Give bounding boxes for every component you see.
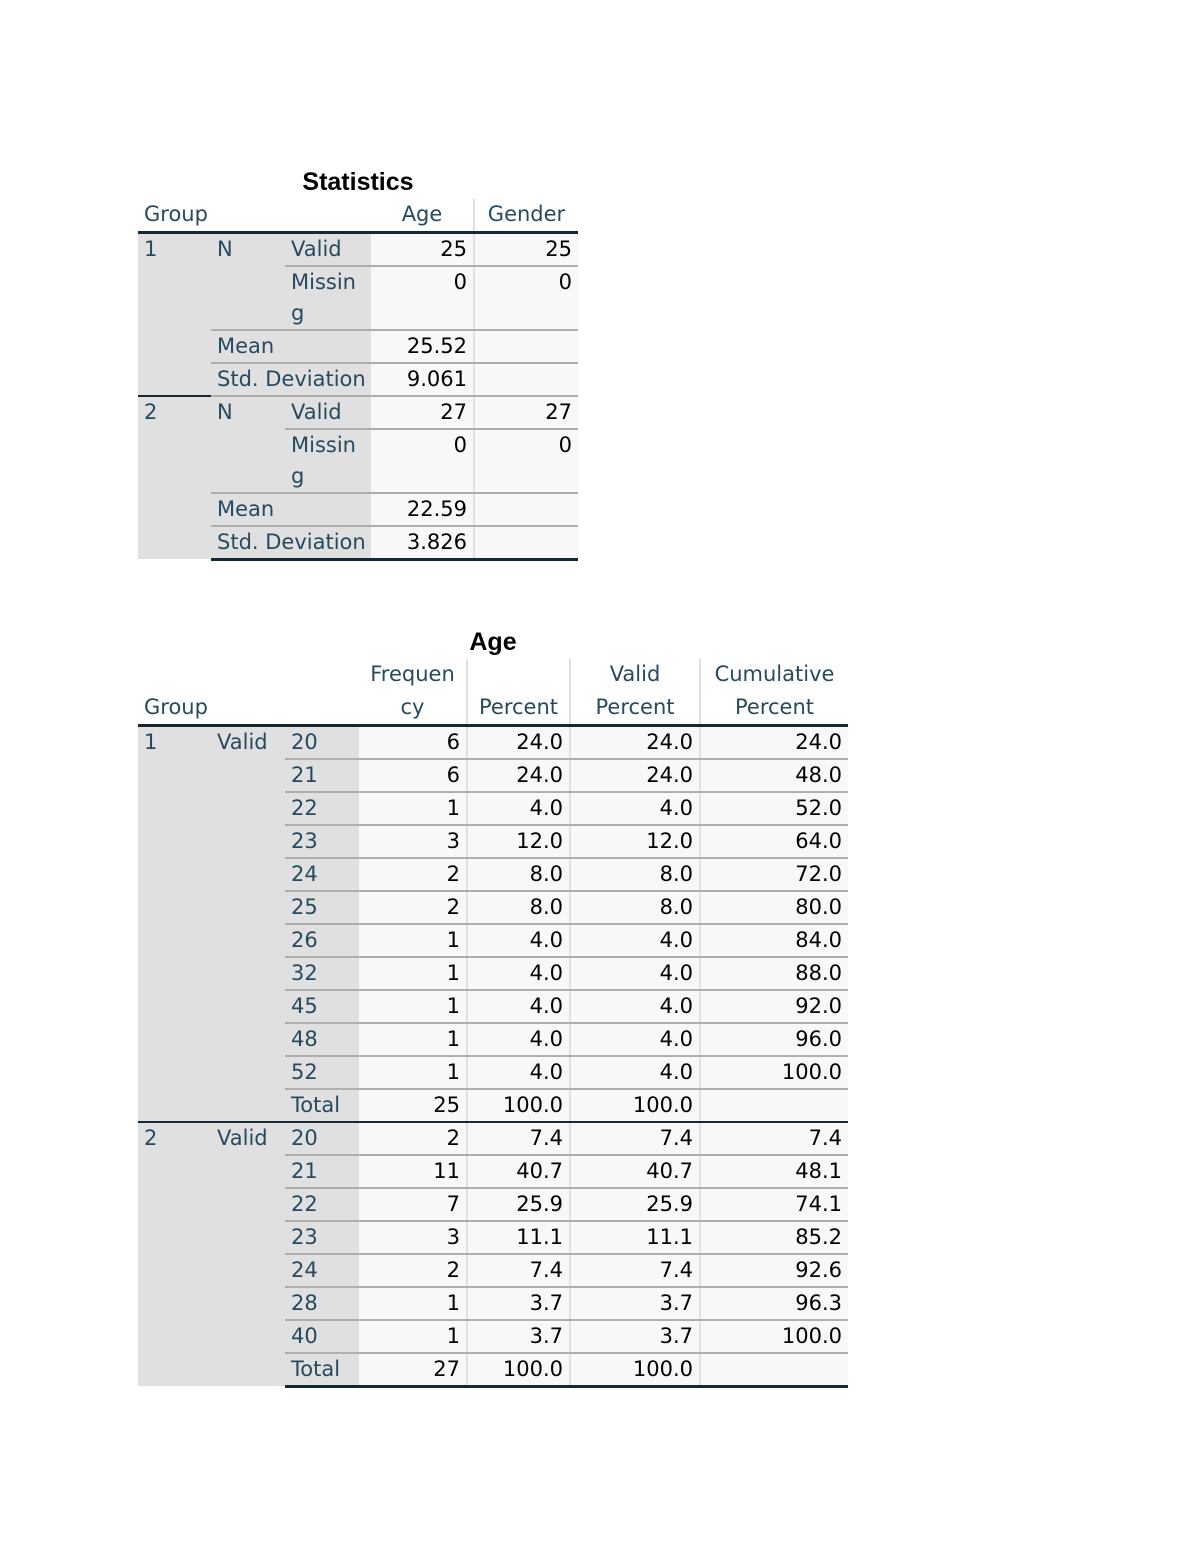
header-frequency-1: Frequen bbox=[359, 659, 467, 692]
std-label: Std. Deviation bbox=[211, 526, 371, 560]
percent-cell: 24.0 bbox=[467, 759, 570, 792]
header-gender: Gender bbox=[474, 199, 578, 232]
cumulative-percent-cell: 64.0 bbox=[700, 825, 848, 858]
frequency-cell: 3 bbox=[359, 825, 467, 858]
age-value-label: 26 bbox=[285, 924, 359, 957]
age-value-label: 45 bbox=[285, 990, 359, 1023]
percent-cell: 4.0 bbox=[467, 1056, 570, 1089]
age-value-label: 21 bbox=[285, 1155, 359, 1188]
cumulative-percent-cell: 7.4 bbox=[700, 1122, 848, 1155]
valid-gender: 25 bbox=[474, 232, 578, 266]
statistics-table-block bbox=[138, 165, 578, 561]
age-value-label: Total bbox=[285, 1089, 359, 1122]
missing-label bbox=[285, 266, 371, 330]
cumulative-percent-cell bbox=[700, 1353, 848, 1387]
age-value-label: 52 bbox=[285, 1056, 359, 1089]
cumulative-percent-cell bbox=[700, 1089, 848, 1122]
valid-percent-cell: 4.0 bbox=[570, 1023, 700, 1056]
valid-percent-cell: 3.7 bbox=[570, 1287, 700, 1320]
header-age: Age bbox=[371, 199, 474, 232]
percent-cell: 3.7 bbox=[467, 1287, 570, 1320]
frequency-cell: 11 bbox=[359, 1155, 467, 1188]
cumulative-percent-cell: 96.0 bbox=[700, 1023, 848, 1056]
percent-cell: 40.7 bbox=[467, 1155, 570, 1188]
missing-gender: 0 bbox=[474, 429, 578, 493]
std-age: 3.826 bbox=[371, 526, 474, 560]
frequency-cell: 1 bbox=[359, 1320, 467, 1353]
valid-percent-cell: 7.4 bbox=[570, 1254, 700, 1287]
stats-row-valid bbox=[138, 396, 578, 429]
cumulative-percent-cell: 84.0 bbox=[700, 924, 848, 957]
statistics-title: Statistics bbox=[302, 168, 414, 196]
cumulative-percent-cell: 48.0 bbox=[700, 759, 848, 792]
percent-cell: 100.0 bbox=[467, 1089, 570, 1122]
frequency-cell: 1 bbox=[359, 924, 467, 957]
header-percent-blank bbox=[467, 659, 570, 692]
group-label: 1 bbox=[138, 725, 211, 1122]
cumulative-percent-cell: 100.0 bbox=[700, 1320, 848, 1353]
age-value-label: 22 bbox=[285, 792, 359, 825]
age-value-label: Total bbox=[285, 1353, 359, 1387]
cumulative-percent-cell: 85.2 bbox=[700, 1221, 848, 1254]
mean-label: Mean bbox=[211, 493, 371, 526]
cumulative-percent-cell: 74.1 bbox=[700, 1188, 848, 1221]
frequency-cell: 1 bbox=[359, 792, 467, 825]
table-row bbox=[138, 725, 848, 759]
age-value-label: 23 bbox=[285, 1221, 359, 1254]
frequency-cell: 3 bbox=[359, 1221, 467, 1254]
header-valid-percent-2: Percent bbox=[570, 692, 700, 725]
header-group: Group bbox=[138, 199, 371, 232]
frequency-cell: 1 bbox=[359, 957, 467, 990]
percent-cell: 8.0 bbox=[467, 858, 570, 891]
statistics-table bbox=[138, 199, 578, 561]
group-label: 2 bbox=[138, 396, 211, 560]
percent-cell: 4.0 bbox=[467, 1023, 570, 1056]
frequency-cell: 1 bbox=[359, 1287, 467, 1320]
header-cumulative-2: Percent bbox=[700, 692, 848, 725]
valid-percent-cell: 100.0 bbox=[570, 1089, 700, 1122]
valid-percent-cell: 4.0 bbox=[570, 792, 700, 825]
cumulative-percent-cell: 100.0 bbox=[700, 1056, 848, 1089]
mean-label: Mean bbox=[211, 330, 371, 363]
percent-cell: 3.7 bbox=[467, 1320, 570, 1353]
missing-label-line-2: g bbox=[291, 300, 305, 325]
valid-percent-cell: 3.7 bbox=[570, 1320, 700, 1353]
missing-label-line-1: Missin bbox=[291, 269, 356, 294]
valid-percent-cell: 100.0 bbox=[570, 1353, 700, 1387]
valid-percent-cell: 25.9 bbox=[570, 1188, 700, 1221]
header-empty bbox=[138, 659, 359, 692]
age-value-label: 24 bbox=[285, 1254, 359, 1287]
valid-percent-cell: 40.7 bbox=[570, 1155, 700, 1188]
cumulative-percent-cell: 48.1 bbox=[700, 1155, 848, 1188]
age-value-label: 23 bbox=[285, 825, 359, 858]
valid-label: Valid bbox=[211, 725, 285, 1122]
frequency-cell: 7 bbox=[359, 1188, 467, 1221]
mean-gender bbox=[474, 493, 578, 526]
age-value-label: 40 bbox=[285, 1320, 359, 1353]
header-valid-percent-1: Valid bbox=[570, 659, 700, 692]
frequency-cell: 2 bbox=[359, 858, 467, 891]
missing-age: 0 bbox=[371, 429, 474, 493]
valid-percent-cell: 24.0 bbox=[570, 759, 700, 792]
valid-percent-cell: 4.0 bbox=[570, 1056, 700, 1089]
frequency-cell: 2 bbox=[359, 1122, 467, 1155]
valid-label: Valid bbox=[285, 396, 371, 429]
valid-age: 27 bbox=[371, 396, 474, 429]
frequency-cell: 6 bbox=[359, 725, 467, 759]
age-frequency-table bbox=[138, 659, 848, 1388]
percent-cell: 8.0 bbox=[467, 891, 570, 924]
frequency-cell: 27 bbox=[359, 1353, 467, 1387]
std-gender bbox=[474, 526, 578, 560]
frequency-cell: 1 bbox=[359, 990, 467, 1023]
percent-cell: 7.4 bbox=[467, 1254, 570, 1287]
age-title: Age bbox=[469, 628, 517, 656]
header-percent: Percent bbox=[467, 692, 570, 725]
valid-percent-cell: 24.0 bbox=[570, 725, 700, 759]
mean-gender bbox=[474, 330, 578, 363]
age-value-label: 22 bbox=[285, 1188, 359, 1221]
valid-percent-cell: 8.0 bbox=[570, 891, 700, 924]
cumulative-percent-cell: 92.6 bbox=[700, 1254, 848, 1287]
missing-label bbox=[285, 429, 371, 493]
std-gender bbox=[474, 363, 578, 396]
valid-percent-cell: 4.0 bbox=[570, 957, 700, 990]
age-value-label: 32 bbox=[285, 957, 359, 990]
percent-cell: 4.0 bbox=[467, 792, 570, 825]
percent-cell: 7.4 bbox=[467, 1122, 570, 1155]
statistics-header-row bbox=[138, 199, 578, 232]
cumulative-percent-cell: 88.0 bbox=[700, 957, 848, 990]
std-age: 9.061 bbox=[371, 363, 474, 396]
age-value-label: 28 bbox=[285, 1287, 359, 1320]
valid-percent-cell: 8.0 bbox=[570, 858, 700, 891]
age-header-row-2 bbox=[138, 692, 848, 725]
missing-label-line-1: Missin bbox=[291, 432, 356, 457]
frequency-cell: 1 bbox=[359, 1023, 467, 1056]
percent-cell: 100.0 bbox=[467, 1353, 570, 1387]
cumulative-percent-cell: 72.0 bbox=[700, 858, 848, 891]
header-frequency-2: cy bbox=[359, 692, 467, 725]
missing-label-line-2: g bbox=[291, 463, 305, 488]
cumulative-percent-cell: 96.3 bbox=[700, 1287, 848, 1320]
cumulative-percent-cell: 80.0 bbox=[700, 891, 848, 924]
valid-percent-cell: 4.0 bbox=[570, 990, 700, 1023]
age-value-label: 21 bbox=[285, 759, 359, 792]
frequency-cell: 2 bbox=[359, 891, 467, 924]
mean-age: 25.52 bbox=[371, 330, 474, 363]
n-label: N bbox=[211, 232, 285, 330]
valid-percent-cell: 11.1 bbox=[570, 1221, 700, 1254]
valid-age: 25 bbox=[371, 232, 474, 266]
cumulative-percent-cell: 92.0 bbox=[700, 990, 848, 1023]
age-header-row-1 bbox=[138, 659, 848, 692]
percent-cell: 25.9 bbox=[467, 1188, 570, 1221]
age-table-block bbox=[138, 625, 848, 1388]
valid-gender: 27 bbox=[474, 396, 578, 429]
header-group: Group bbox=[138, 692, 359, 725]
percent-cell: 12.0 bbox=[467, 825, 570, 858]
valid-percent-cell: 7.4 bbox=[570, 1122, 700, 1155]
valid-label: Valid bbox=[285, 232, 371, 266]
missing-age: 0 bbox=[371, 266, 474, 330]
stats-row-valid bbox=[138, 232, 578, 266]
age-value-label: 24 bbox=[285, 858, 359, 891]
frequency-cell: 1 bbox=[359, 1056, 467, 1089]
percent-cell: 11.1 bbox=[467, 1221, 570, 1254]
valid-percent-cell: 4.0 bbox=[570, 924, 700, 957]
valid-label: Valid bbox=[211, 1122, 285, 1387]
missing-gender: 0 bbox=[474, 266, 578, 330]
age-value-label: 20 bbox=[285, 1122, 359, 1155]
frequency-cell: 6 bbox=[359, 759, 467, 792]
valid-percent-cell: 12.0 bbox=[570, 825, 700, 858]
header-cumulative-1: Cumulative bbox=[700, 659, 848, 692]
n-label: N bbox=[211, 396, 285, 493]
frequency-cell: 25 bbox=[359, 1089, 467, 1122]
percent-cell: 4.0 bbox=[467, 990, 570, 1023]
table-row bbox=[138, 1122, 848, 1155]
percent-cell: 4.0 bbox=[467, 957, 570, 990]
percent-cell: 24.0 bbox=[467, 725, 570, 759]
group-label: 1 bbox=[138, 232, 211, 396]
frequency-cell: 2 bbox=[359, 1254, 467, 1287]
std-label: Std. Deviation bbox=[211, 363, 371, 396]
mean-age: 22.59 bbox=[371, 493, 474, 526]
percent-cell: 4.0 bbox=[467, 924, 570, 957]
cumulative-percent-cell: 52.0 bbox=[700, 792, 848, 825]
group-label: 2 bbox=[138, 1122, 211, 1387]
age-value-label: 20 bbox=[285, 725, 359, 759]
age-value-label: 48 bbox=[285, 1023, 359, 1056]
cumulative-percent-cell: 24.0 bbox=[700, 725, 848, 759]
age-value-label: 25 bbox=[285, 891, 359, 924]
